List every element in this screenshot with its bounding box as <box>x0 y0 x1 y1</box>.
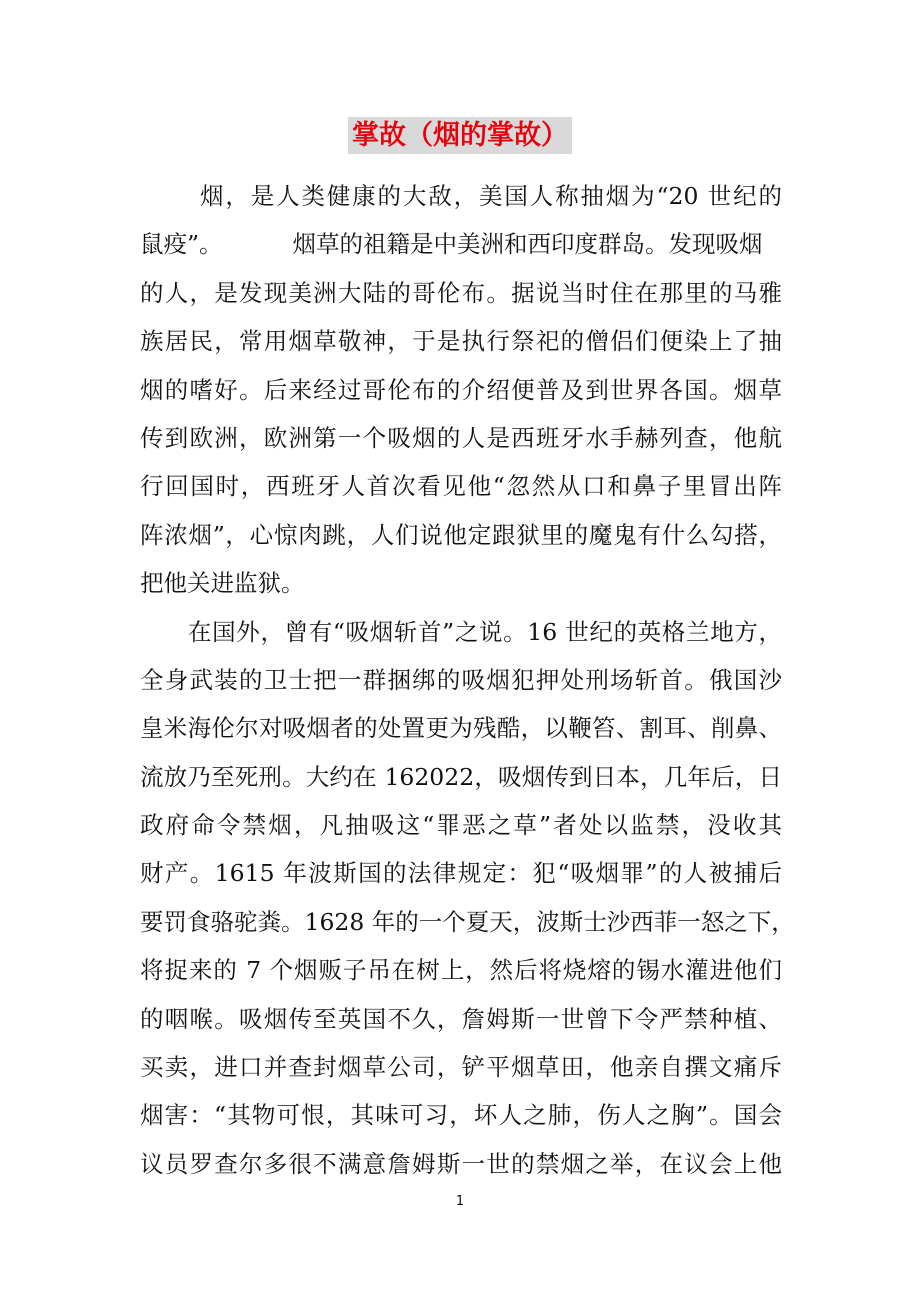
text-segment: 鼠疫”。 <box>140 230 223 259</box>
text-line: 传到欧洲，欧洲第一个吸烟的人是西班牙水手赫列查，他航 <box>140 423 782 452</box>
text-line: 族居民，常用烟草敬神，于是执行祭祀的僧侣们便染上了抽 <box>140 327 782 356</box>
text-line: 要罚食骆驼粪。1628 年的一个夏天，波斯士沙西菲一怒之下， <box>140 907 795 936</box>
text-line: 行回国时，西班牙人首次看见他“忽然从口和鼻子里冒出阵 <box>140 472 782 501</box>
text-line: 全身武装的卫士把一群捆绑的吸烟犯押处刑场斩首。俄国沙 <box>140 665 782 694</box>
text-line: 将捉来的 7 个烟贩子吊在树上，然后将烧熔的锡水灌进他们 <box>140 956 782 985</box>
text-line: 财产。1615 年波斯国的法律规定：犯“吸烟罪”的人被捕后 <box>140 859 782 888</box>
text-line: 流放乃至死刑。大约在 162022，吸烟传到日本，几年后，日 <box>140 762 782 791</box>
text-line: 在国外，曾有“吸烟斩首”之说。16 世纪的英格兰地方， <box>188 617 782 646</box>
text-line: 烟的嗜好。后来经过哥伦布的介绍便普及到世界各国。烟草 <box>140 375 782 404</box>
text-line: 烟害：“其物可恨，其味可习，坏人之肺，伤人之胸”。国会 <box>140 1101 782 1130</box>
text-line: 议员罗查尔多很不满意詹姆斯一世的禁烟之举，在议会上他 <box>140 1149 782 1178</box>
title-container <box>0 117 920 154</box>
text-line: 把他关进监狱。 <box>140 569 305 598</box>
text-line: 阵浓烟”，心惊肉跳，人们说他定跟狱里的魔鬼有什么勾搭， <box>140 520 782 549</box>
paragraph-2 <box>140 610 795 1191</box>
text-line: 皇米海伦尔对吸烟者的处置更为残酷，以鞭笞、割耳、削鼻、 <box>140 714 782 743</box>
page-number: 1 <box>455 1194 465 1209</box>
text-line: 的咽喉。吸烟传至英国不久，詹姆斯一世曾下令严禁种植、 <box>140 1004 782 1033</box>
text-line: 烟，是人类健康的大敌，美国人称抽烟为“20 世纪的 <box>200 182 782 210</box>
text-line: 的人，是发现美洲大陆的哥伦布。据说当时住在那里的马雅 <box>140 278 782 307</box>
text-line: 买卖，进口并查封烟草公司，铲平烟草田，他亲自撰文痛斥 <box>140 1053 782 1082</box>
text-line <box>140 222 782 270</box>
document-title: 掌故（烟的掌故） <box>348 117 572 154</box>
document-body <box>140 174 795 1190</box>
paragraph-1 <box>140 174 782 610</box>
text-line: 政府命令禁烟，凡抽吸这“罪恶之草”者处以监禁，没收其 <box>140 811 782 840</box>
text-segment: 烟草的祖籍是中美洲和西印度群岛。发现吸烟 <box>292 230 763 259</box>
